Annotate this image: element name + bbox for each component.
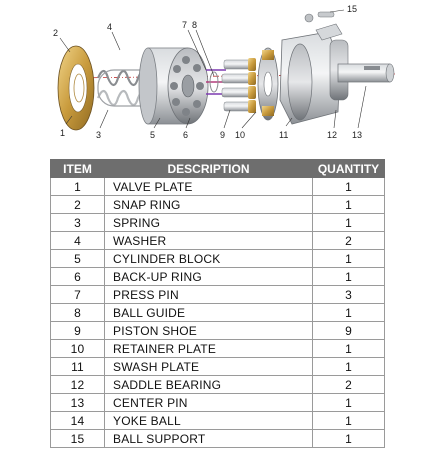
retainer-plate-part bbox=[258, 48, 278, 120]
item-number: 1 bbox=[51, 178, 105, 196]
table-row bbox=[51, 304, 385, 322]
item-quantity: 1 bbox=[313, 430, 385, 448]
callout-8: 8 bbox=[192, 20, 198, 30]
yoke-ball-part bbox=[305, 12, 334, 22]
callout-15: 15 bbox=[347, 4, 358, 14]
item-number: 4 bbox=[51, 232, 105, 250]
header-description: DESCRIPTION bbox=[105, 160, 313, 178]
table-row bbox=[51, 412, 385, 430]
item-description: SPRING bbox=[105, 214, 313, 232]
table-row bbox=[51, 214, 385, 232]
table-row bbox=[51, 196, 385, 214]
item-number: 12 bbox=[51, 376, 105, 394]
cylinder-block-part bbox=[139, 48, 208, 124]
table-row bbox=[51, 358, 385, 376]
callout-9: 9 bbox=[220, 130, 226, 140]
item-number: 8 bbox=[51, 304, 105, 322]
valve-plate-part bbox=[58, 46, 94, 130]
item-number: 14 bbox=[51, 412, 105, 430]
table-row bbox=[51, 178, 385, 196]
item-number: 2 bbox=[51, 196, 105, 214]
table-row bbox=[51, 394, 385, 412]
callout-3: 3 bbox=[96, 130, 102, 140]
item-quantity: 1 bbox=[313, 358, 385, 376]
header-quantity: QUANTITY bbox=[313, 160, 385, 178]
item-quantity: 1 bbox=[313, 394, 385, 412]
item-description: BALL SUPPORT bbox=[105, 430, 313, 448]
item-description: PRESS PIN bbox=[105, 286, 313, 304]
callout-2: 2 bbox=[53, 28, 59, 38]
callout-4: 4 bbox=[107, 22, 113, 32]
item-description: BACK-UP RING bbox=[105, 268, 313, 286]
item-description: CYLINDER BLOCK bbox=[105, 250, 313, 268]
item-description: YOKE BALL bbox=[105, 412, 313, 430]
table-header-row bbox=[51, 160, 385, 178]
item-description: PISTON SHOE bbox=[105, 322, 313, 340]
table-row bbox=[51, 430, 385, 448]
item-description: CENTER PIN bbox=[105, 394, 313, 412]
table-row bbox=[51, 286, 385, 304]
item-quantity: 1 bbox=[313, 412, 385, 430]
exploded-pump-diagram bbox=[0, 0, 434, 148]
item-quantity: 2 bbox=[313, 232, 385, 250]
callout-13: 13 bbox=[352, 130, 363, 140]
item-number: 15 bbox=[51, 430, 105, 448]
callout-1: 1 bbox=[60, 128, 66, 138]
item-quantity: 3 bbox=[313, 286, 385, 304]
table-row bbox=[51, 250, 385, 268]
table-row bbox=[51, 268, 385, 286]
parts-table bbox=[50, 159, 385, 448]
item-quantity: 1 bbox=[313, 178, 385, 196]
item-quantity: 1 bbox=[313, 304, 385, 322]
item-quantity: 9 bbox=[313, 322, 385, 340]
item-description: WASHER bbox=[105, 232, 313, 250]
callout-5: 5 bbox=[150, 130, 156, 140]
item-number: 10 bbox=[51, 340, 105, 358]
item-number: 11 bbox=[51, 358, 105, 376]
callout-6: 6 bbox=[183, 130, 189, 140]
header-item: ITEM bbox=[51, 160, 105, 178]
item-quantity: 1 bbox=[313, 268, 385, 286]
item-description: SADDLE BEARING bbox=[105, 376, 313, 394]
item-number: 9 bbox=[51, 322, 105, 340]
table-row bbox=[51, 376, 385, 394]
piston-shoes-part bbox=[222, 58, 256, 113]
callout-7: 7 bbox=[182, 20, 188, 30]
item-number: 7 bbox=[51, 286, 105, 304]
item-description: SWASH PLATE bbox=[105, 358, 313, 376]
item-description: VALVE PLATE bbox=[105, 178, 313, 196]
item-number: 3 bbox=[51, 214, 105, 232]
item-description: SNAP RING bbox=[105, 196, 313, 214]
table-row bbox=[51, 340, 385, 358]
shaft-part bbox=[338, 64, 394, 82]
parts-table-body bbox=[51, 178, 385, 448]
item-number: 5 bbox=[51, 250, 105, 268]
item-quantity: 1 bbox=[313, 340, 385, 358]
item-number: 6 bbox=[51, 268, 105, 286]
item-quantity: 2 bbox=[313, 376, 385, 394]
callout-10: 10 bbox=[235, 130, 246, 140]
table-row bbox=[51, 322, 385, 340]
item-description: BALL GUIDE bbox=[105, 304, 313, 322]
table-row bbox=[51, 232, 385, 250]
item-quantity: 1 bbox=[313, 214, 385, 232]
callout-11: 11 bbox=[279, 130, 289, 140]
callout-12: 12 bbox=[327, 130, 338, 140]
item-quantity: 1 bbox=[313, 196, 385, 214]
item-quantity: 1 bbox=[313, 250, 385, 268]
item-description: RETAINER PLATE bbox=[105, 340, 313, 358]
item-number: 13 bbox=[51, 394, 105, 412]
